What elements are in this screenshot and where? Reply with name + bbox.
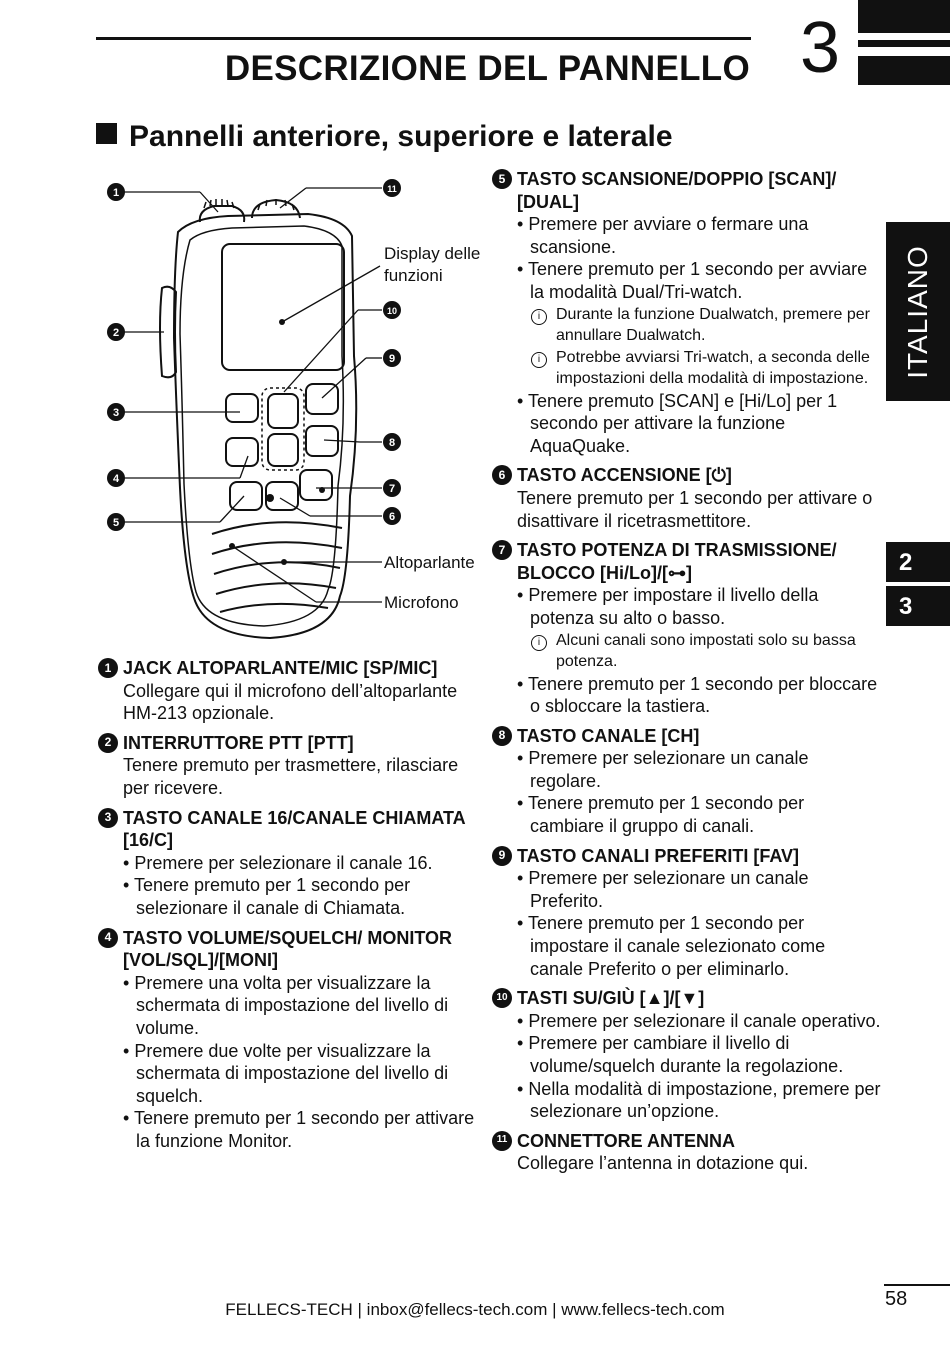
right-column bbox=[492, 168, 882, 1182]
item-6 bbox=[492, 464, 882, 532]
callout-5 bbox=[107, 513, 125, 531]
svg-text:8: 8 bbox=[388, 437, 396, 449]
microphone-label: Microfono bbox=[384, 593, 459, 612]
item-number: 6 bbox=[492, 465, 512, 485]
callout-9 bbox=[383, 349, 401, 367]
item-title: CONNETTORE ANTENNA bbox=[517, 1130, 736, 1151]
svg-text:10: 10 bbox=[386, 306, 398, 316]
footer-text: FELLECS-TECH | inbox@fellecs-tech.com | www.fellecs-tech.com bbox=[225, 1300, 725, 1319]
item-1 bbox=[98, 657, 478, 725]
bullet: • Tenere premuto per 1 secondo per attivare la funzione Monitor. bbox=[123, 1108, 475, 1151]
item-title: TASTO CANALE 16/CANALE CHIAMATA [16/C] bbox=[123, 807, 465, 851]
svg-text:5: 5 bbox=[112, 517, 120, 529]
item-title: TASTO CANALE [CH] bbox=[517, 725, 700, 746]
item-number: 4 bbox=[98, 928, 118, 948]
bullet: • Premere per selezionare il canale operativo. bbox=[517, 1010, 881, 1031]
bullet: • Premere una volta per visualizzare la schermata di impostazione del livello di volume. bbox=[123, 972, 449, 1038]
item-title: TASTO VOLUME/SQUELCH/ MONITOR [VOL/SQL]/[MONI] bbox=[123, 927, 453, 971]
callout-10 bbox=[383, 301, 401, 319]
callout-8 bbox=[383, 433, 401, 451]
item-number: 3 bbox=[98, 808, 118, 828]
svg-text:2: 2 bbox=[112, 327, 120, 339]
section-title-text: Pannelli anteriore, superiore e laterale bbox=[129, 120, 673, 153]
callout-3 bbox=[107, 403, 125, 421]
item-title: TASTO ACCENSIONE [⏻] bbox=[517, 465, 732, 486]
bullet: • Nella modalità di impostazione, premere per selezionare un’opzione. bbox=[517, 1078, 881, 1122]
chapter-number: 3 bbox=[800, 8, 841, 88]
bullet: • Tenere premuto per 1 secondo per avviare la modalità Dual/Tri-watch. bbox=[517, 259, 868, 302]
item-4 bbox=[98, 927, 478, 1153]
item-7 bbox=[492, 539, 882, 718]
page-number-rule bbox=[884, 1284, 950, 1286]
speaker-label: Altoparlante bbox=[384, 553, 475, 572]
bullet: • Premere per selezionare il canale 16. bbox=[123, 852, 433, 873]
note: i Alcuni canali sono impostati solo su bassa potenza. bbox=[492, 630, 882, 673]
item-11 bbox=[492, 1130, 882, 1175]
chapter-tab-2[interactable] bbox=[886, 542, 950, 582]
square-bullet-icon bbox=[96, 123, 117, 144]
item-text: Collegare qui il microfono dell’altoparlante HM-213 opzionale. bbox=[123, 680, 458, 724]
bullet: • Tenere premuto per 1 secondo per selezionare il canale di Chiamata. bbox=[123, 875, 411, 918]
bullet: • Premere per selezionare un canale Preferito. bbox=[517, 868, 809, 911]
callout-4 bbox=[107, 469, 125, 487]
info-icon: i bbox=[531, 309, 547, 325]
chapter-tab-label: 3 bbox=[899, 593, 913, 620]
item-2 bbox=[98, 732, 478, 800]
language-tab-label: ITALIANO bbox=[902, 244, 933, 379]
item-3 bbox=[98, 807, 478, 920]
language-tab[interactable] bbox=[886, 222, 950, 401]
svg-text:4: 4 bbox=[112, 473, 120, 485]
item-title: TASTI SU/GIÙ [▲]/[▼] bbox=[517, 988, 705, 1009]
bullet: • Tenere premuto per 1 secondo per cambiare il gruppo di canali. bbox=[517, 793, 805, 837]
corner-bar bbox=[858, 0, 950, 33]
item-title: TASTO CANALI PREFERITI [FAV] bbox=[517, 845, 799, 866]
left-column bbox=[98, 657, 478, 1159]
note: i Durante la funzione Dualwatch, premere per annullare Dualwatch. bbox=[492, 304, 882, 347]
item-number: 8 bbox=[492, 726, 512, 746]
chapter-tab-label: 2 bbox=[899, 549, 913, 576]
item-title: JACK ALTOPARLANTE/MIC [SP/MIC] bbox=[123, 658, 438, 678]
display-label: Display delle funzioni bbox=[384, 244, 481, 285]
item-text: Collegare l’antenna in dotazione qui. bbox=[517, 1153, 809, 1174]
callout-6 bbox=[383, 507, 401, 525]
section-title bbox=[96, 120, 673, 154]
callout-7 bbox=[383, 479, 401, 497]
item-title: TASTO SCANSIONE/DOPPIO [SCAN]/ [DUAL] bbox=[517, 169, 837, 212]
callout-1 bbox=[107, 183, 125, 201]
svg-text:7: 7 bbox=[388, 483, 396, 495]
svg-text:9: 9 bbox=[388, 353, 396, 365]
info-icon: i bbox=[531, 635, 547, 651]
svg-text:6: 6 bbox=[388, 511, 396, 523]
item-number: 1 bbox=[98, 658, 118, 678]
bullet: • Tenere premuto per 1 secondo per bloccare o sbloccare la tastiera. bbox=[517, 673, 878, 717]
bullet: • Premere due volte per visualizzare la schermata di impostazione del livello di squelch. bbox=[123, 1040, 449, 1106]
corner-bar bbox=[858, 56, 950, 85]
callout-2 bbox=[107, 323, 125, 341]
item-text: Tenere premuto per 1 secondo per attivare o disattivare il ricetrasmettitore. bbox=[517, 487, 873, 531]
item-text: Tenere premuto per trasmettere, rilasciare per ricevere. bbox=[123, 755, 459, 798]
header-rule bbox=[96, 37, 751, 40]
page-number: 58 bbox=[885, 1288, 908, 1310]
item-title: INTERRUTTORE PTT [PTT] bbox=[123, 732, 354, 753]
item-number: 7 bbox=[492, 540, 512, 560]
item-8 bbox=[492, 725, 882, 838]
item-number: 9 bbox=[492, 846, 512, 866]
item-5 bbox=[492, 168, 882, 457]
svg-text:3: 3 bbox=[112, 407, 120, 419]
item-9 bbox=[492, 845, 882, 981]
item-number: 2 bbox=[98, 733, 118, 753]
note: i Potrebbe avviarsi Tri-watch, a seconda delle impostazioni della modalità di impostazione. bbox=[492, 347, 882, 390]
info-icon: i bbox=[531, 352, 547, 368]
bullet: • Tenere premuto [SCAN] e [Hi/Lo] per 1 secondo per attivare la funzione AquaQuake. bbox=[517, 390, 838, 456]
bullet: • Premere per cambiare il livello di volume/squelch durante la regolazione. bbox=[517, 1033, 844, 1076]
item-number: 10 bbox=[492, 988, 512, 1008]
svg-text:11: 11 bbox=[387, 184, 397, 194]
svg-text:1: 1 bbox=[112, 187, 120, 199]
item-number: 5 bbox=[492, 169, 512, 189]
chapter-tab-3[interactable] bbox=[886, 586, 950, 626]
corner-bar bbox=[858, 40, 950, 47]
bullet: • Tenere premuto per 1 secondo per impostare il canale selezionato come canale Preferito o per eliminarlo. bbox=[517, 913, 826, 979]
item-10 bbox=[492, 987, 882, 1123]
bullet: • Premere per impostare il livello della potenza su alto o basso. bbox=[517, 585, 819, 628]
bullet: • Premere per selezionare un canale regolare. bbox=[517, 748, 809, 791]
callout-11 bbox=[383, 179, 401, 197]
item-title: TASTO POTENZA DI TRASMISSIONE/ BLOCCO [Hi/Lo]/[⊶] bbox=[517, 540, 837, 583]
bullet: • Premere per avviare o fermare una scansione. bbox=[517, 214, 809, 257]
item-number: 11 bbox=[492, 1131, 512, 1151]
page-title: DESCRIZIONE DEL PANNELLO bbox=[224, 49, 750, 88]
